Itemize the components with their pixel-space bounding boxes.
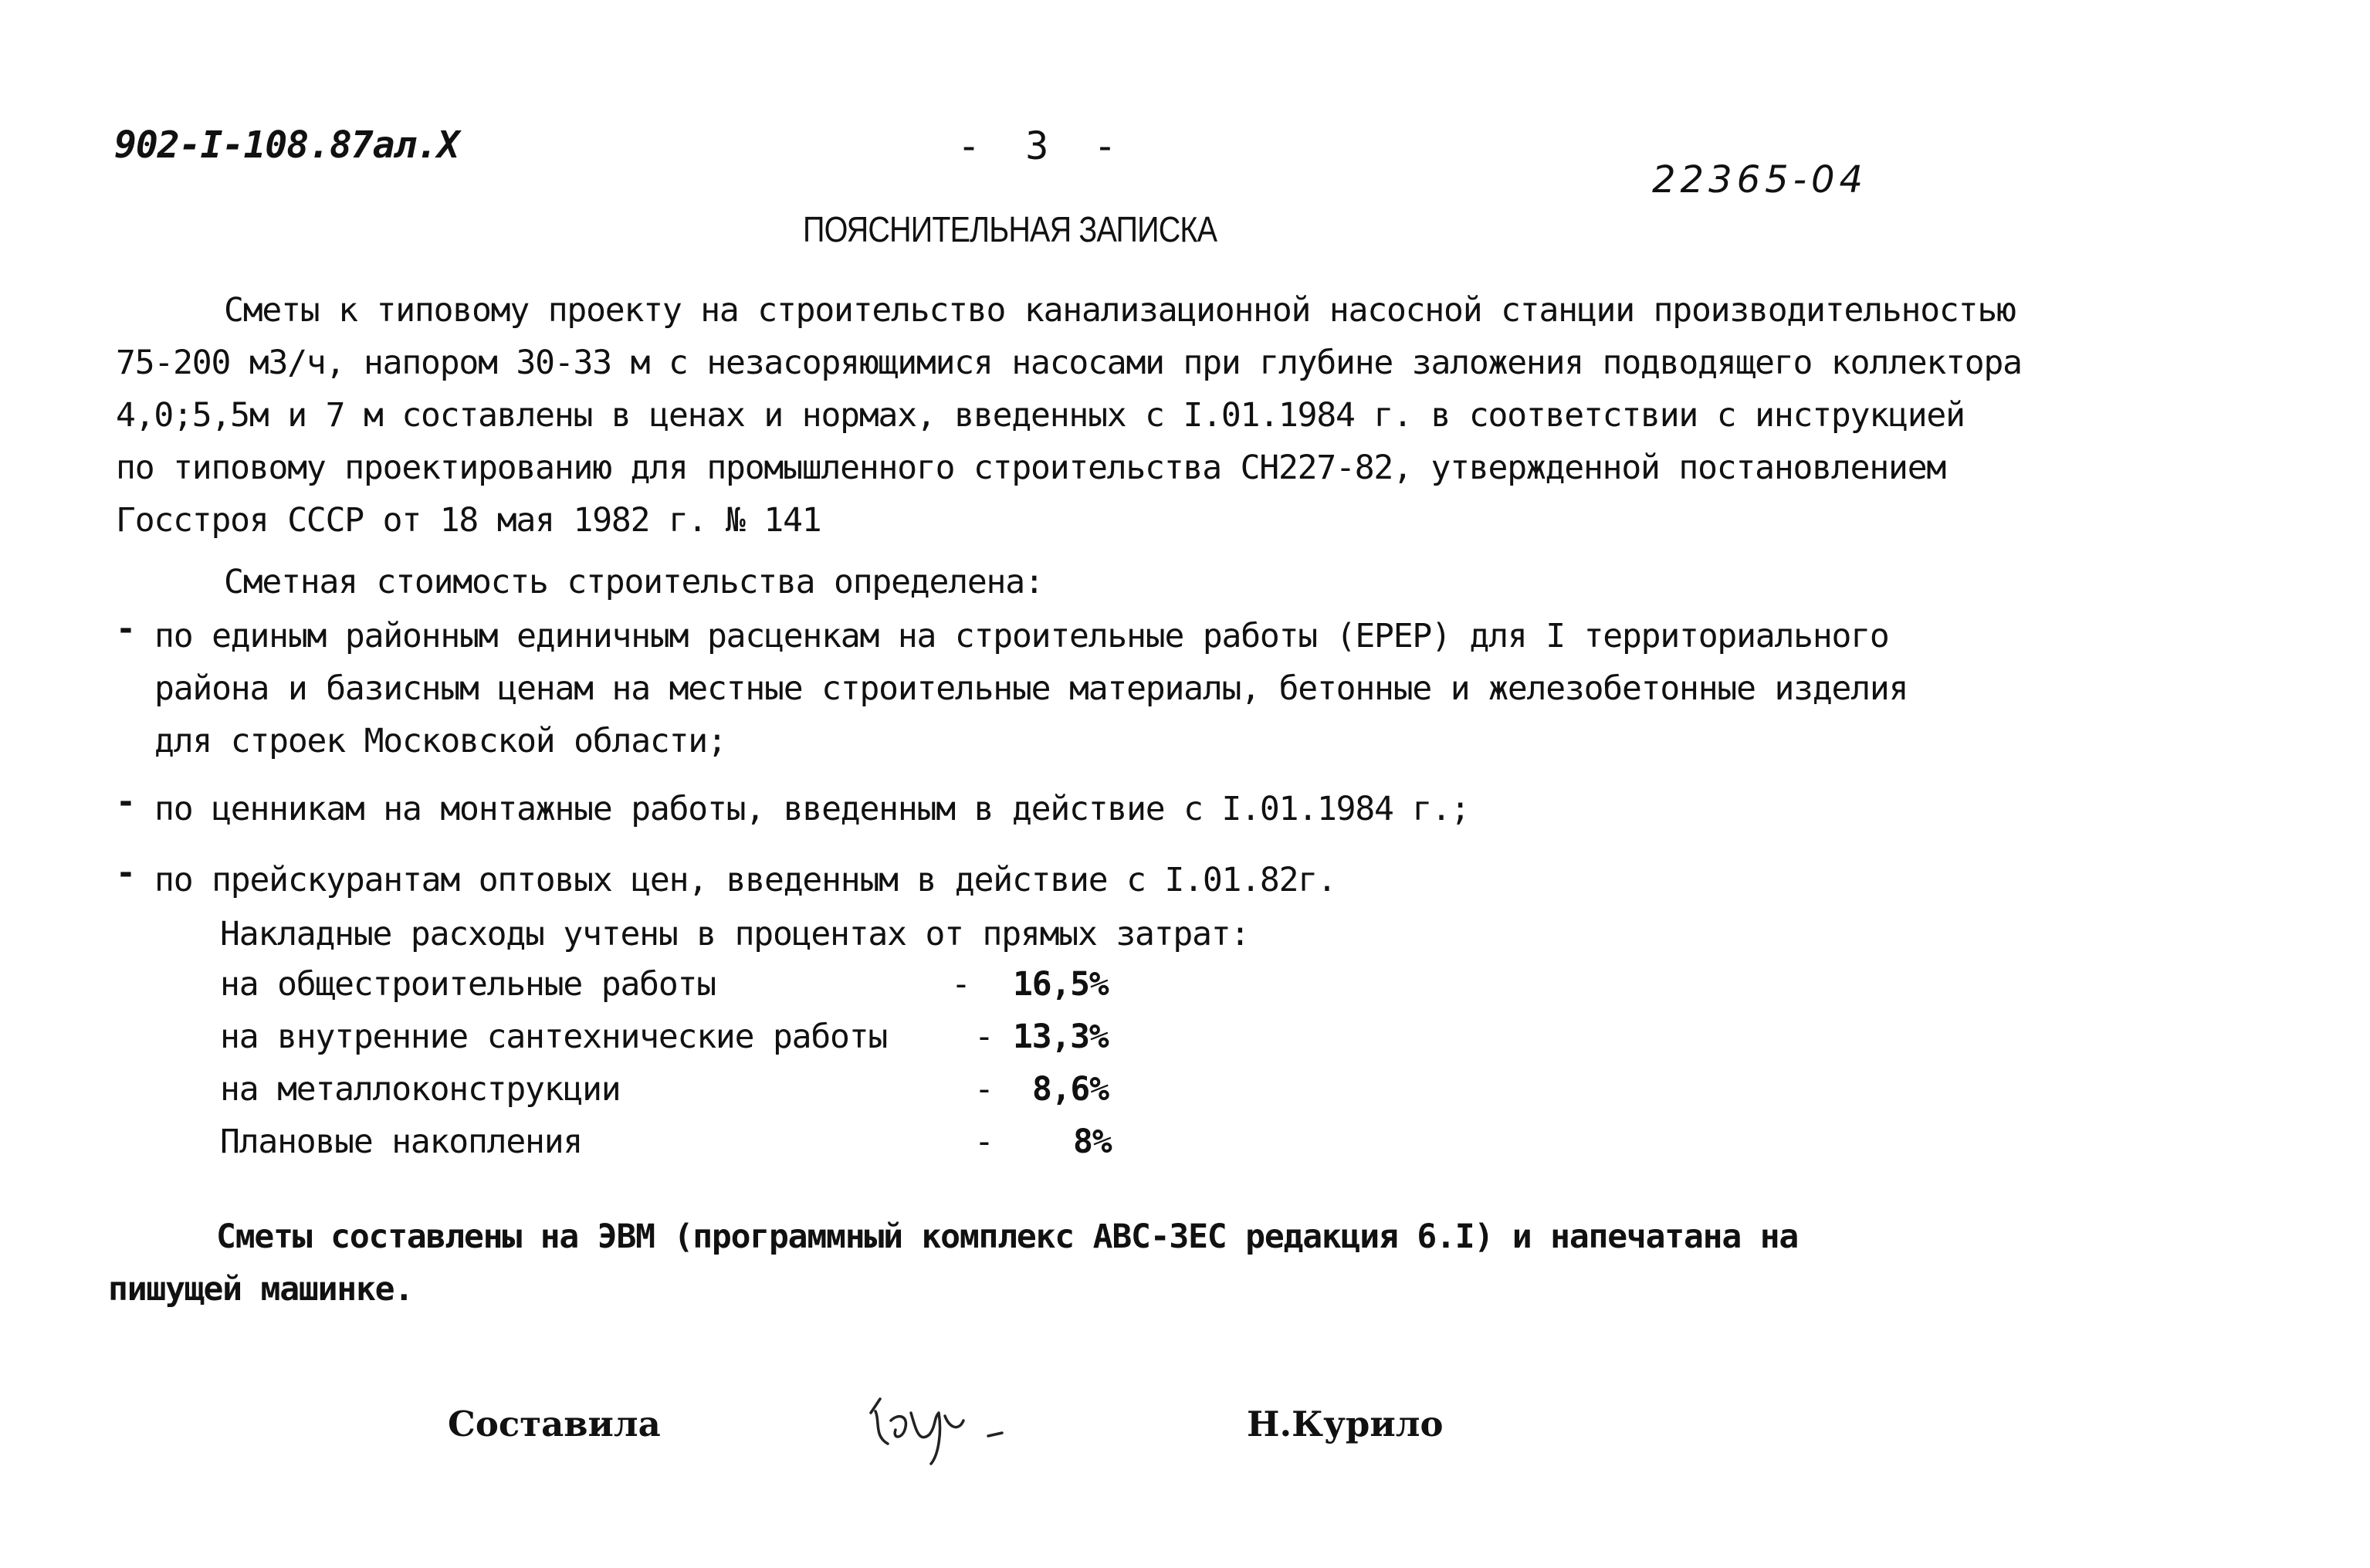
intro-line: 4,0;5,5м и 7 м составлены в ценах и нормах, введенных с I.01.1984 г. в соответствии с инструкцией [116,396,1965,435]
rate-value: 8% [1073,1123,1112,1161]
bullet-marker: - [116,610,136,649]
document-code: 902-I-108.87ал.X [114,124,459,167]
intro-line: Сметы к типовому проекту на строительство канализационной насосной станции производительностью [224,291,2016,330]
page-number: - 3 - [957,124,1128,168]
closing-line: пишущей машинке. [108,1270,414,1309]
rate-value: 13,3% [1013,1018,1109,1056]
rate-value: 16,5% [1013,965,1109,1004]
rate-label: на общестроительные работы [220,965,716,1004]
cost-heading: Сметная стоимость строительства определена: [224,563,1044,601]
overhead-heading: Накладные расходы учтены в процентах от прямых затрат: [220,915,1250,953]
intro-line: 75-200 м3/ч, напором 30-33 м с незасоряющимися насосами при глубине заложения подводящего коллектора [116,344,2022,382]
intro-line: по типовому проектированию для промышленного строительства СН227-82, утвержденной постановлением [116,449,1946,487]
handwritten-signature [865,1390,1042,1467]
page-title: ПОЯСНИТЕЛЬНАЯ ЗАПИСКА [803,209,1217,249]
rate-label: на металлоконструкции [220,1070,621,1109]
bullet-line: по прейскурантам оптовых цен, введенным в действие с I.01.82г. [154,861,1336,899]
bullet-line: по ценникам на монтажные работы, введенным в действие с I.01.1984 г.; [154,790,1470,828]
rate-value: 8,6% [1032,1070,1109,1109]
archive-number: 22365-04 [1652,158,1868,202]
rate-dash: - [974,1018,994,1056]
closing-line: Сметы составлены на ЭВМ (программный комплекс АВС-ЗЕС редакция 6.I) и напечатана на [216,1217,1799,1256]
rate-label: на внутренние сантехнические работы [220,1018,888,1056]
rate-dash: - [974,1123,994,1161]
rate-dash: - [951,965,970,1004]
signature-name: Н.Курило [1247,1404,1444,1444]
rate-label: Плановые накопления [220,1123,583,1161]
bullet-line: для строек Московской области; [154,722,726,760]
bullet-line: района и базисным ценам на местные строительные материалы, бетонные и железобетонные изделия [154,669,1908,708]
bullet-marker: - [116,854,136,892]
bullet-marker: - [116,783,136,821]
signature-label: Составила [448,1404,661,1444]
bullet-line: по единым районным единичным расценкам на строительные работы (ЕРЕР) для I территориального [154,617,1889,655]
intro-line: Госстроя СССР от 18 мая 1982 г. № 141 [116,501,821,540]
rate-dash: - [974,1070,994,1109]
